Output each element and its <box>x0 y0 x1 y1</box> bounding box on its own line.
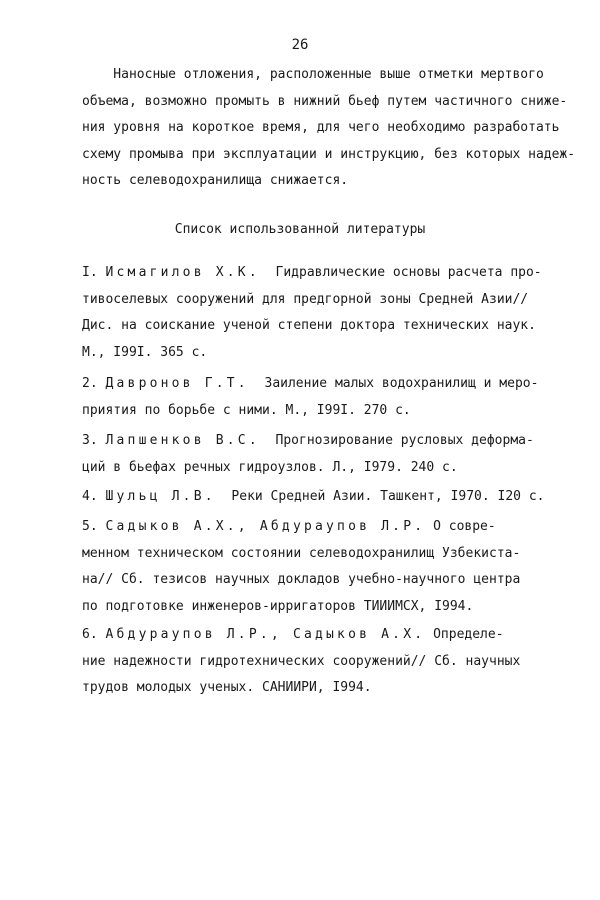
reference-first-line <box>82 622 592 649</box>
reference-authors: Давронов Г.Т. <box>105 376 249 391</box>
reference-text: Заиление малых водохранилищ и меро- <box>264 376 539 391</box>
reference-text: Прогнозирование русловых деформа- <box>275 433 534 448</box>
reference-line: ние надежности гидротехнических сооружений// Сб. научных <box>82 653 521 669</box>
reference-number: I. <box>82 265 98 280</box>
reference-authors: Абдураупов Л.Р., Садыков А.Х. <box>105 627 426 642</box>
reference-number: 2. <box>82 376 98 391</box>
reference-item <box>82 622 592 702</box>
reference-first-line <box>82 260 592 287</box>
reference-line: Дис. на соискание ученой степени доктора технических наук. <box>82 318 536 333</box>
reference-line: тивоселевых сооружений для предгорной зоны Средней Азии// <box>82 291 529 307</box>
reference-text: О совре- <box>433 519 496 534</box>
reference-number: 5. <box>82 519 98 534</box>
intro-line: схему промыва при эксплуатации и инструкцию, без которых надеж- <box>82 146 576 162</box>
reference-authors: Лапшенков В.С. <box>105 433 260 448</box>
reference-number: 4. <box>82 489 98 504</box>
reference-item <box>82 371 592 424</box>
reference-text: Гидравлические основы расчета про- <box>275 265 542 280</box>
reference-number: 3. <box>82 433 98 448</box>
intro-paragraph <box>82 62 582 195</box>
reference-first-line <box>82 514 592 541</box>
intro-line: ния уровня на короткое время, для чего необходимо разработать <box>82 120 560 135</box>
intro-line: объема, возможно промыть в нижний бьеф путем частичного сниже- <box>82 93 568 109</box>
reference-number: 6. <box>82 627 98 642</box>
reference-line: по подготовке инженеров-ирригаторов ТИИИМСХ, I994. <box>82 598 474 614</box>
reference-line: приятия по борьбе с ними. М., I99I. 270 с. <box>82 402 411 418</box>
reference-line: на// Сб. тезисов научных докладов учебно-научного центра <box>82 572 521 587</box>
intro-line: ность селеводохранилища снижается. <box>82 173 349 188</box>
reference-item <box>82 428 592 481</box>
reference-first-line <box>82 484 592 511</box>
reference-item <box>82 514 592 620</box>
intro-line: Наносные отложения, расположенные выше отметки мертвого <box>82 67 544 82</box>
reference-authors: Садыков А.Х., Абдураупов Л.Р. <box>105 519 426 534</box>
reference-item <box>82 260 592 366</box>
reference-line: менном техническом состоянии селеводохранилищ Узбекиста- <box>82 545 521 561</box>
reference-line: ций в бьефах речных гидроузлов. Л., I979. 240 с. <box>82 459 458 475</box>
reference-line: трудов молодых ученых. САНИИРИ, I994. <box>82 680 372 695</box>
reference-line: М., I99I. 365 с. <box>82 344 208 360</box>
reference-text: Определе- <box>433 627 504 642</box>
reference-authors: Шульц Л.В. <box>105 489 216 504</box>
page-number: 26 <box>291 37 309 53</box>
references-heading: Список использованной литературы <box>174 222 426 237</box>
reference-text: Реки Средней Азии. Ташкент, I970. I20 с. <box>231 489 545 504</box>
reference-first-line <box>82 428 592 455</box>
reference-item <box>82 484 592 511</box>
reference-authors: Исмагилов Х.К. <box>105 265 260 280</box>
reference-first-line <box>82 371 592 398</box>
